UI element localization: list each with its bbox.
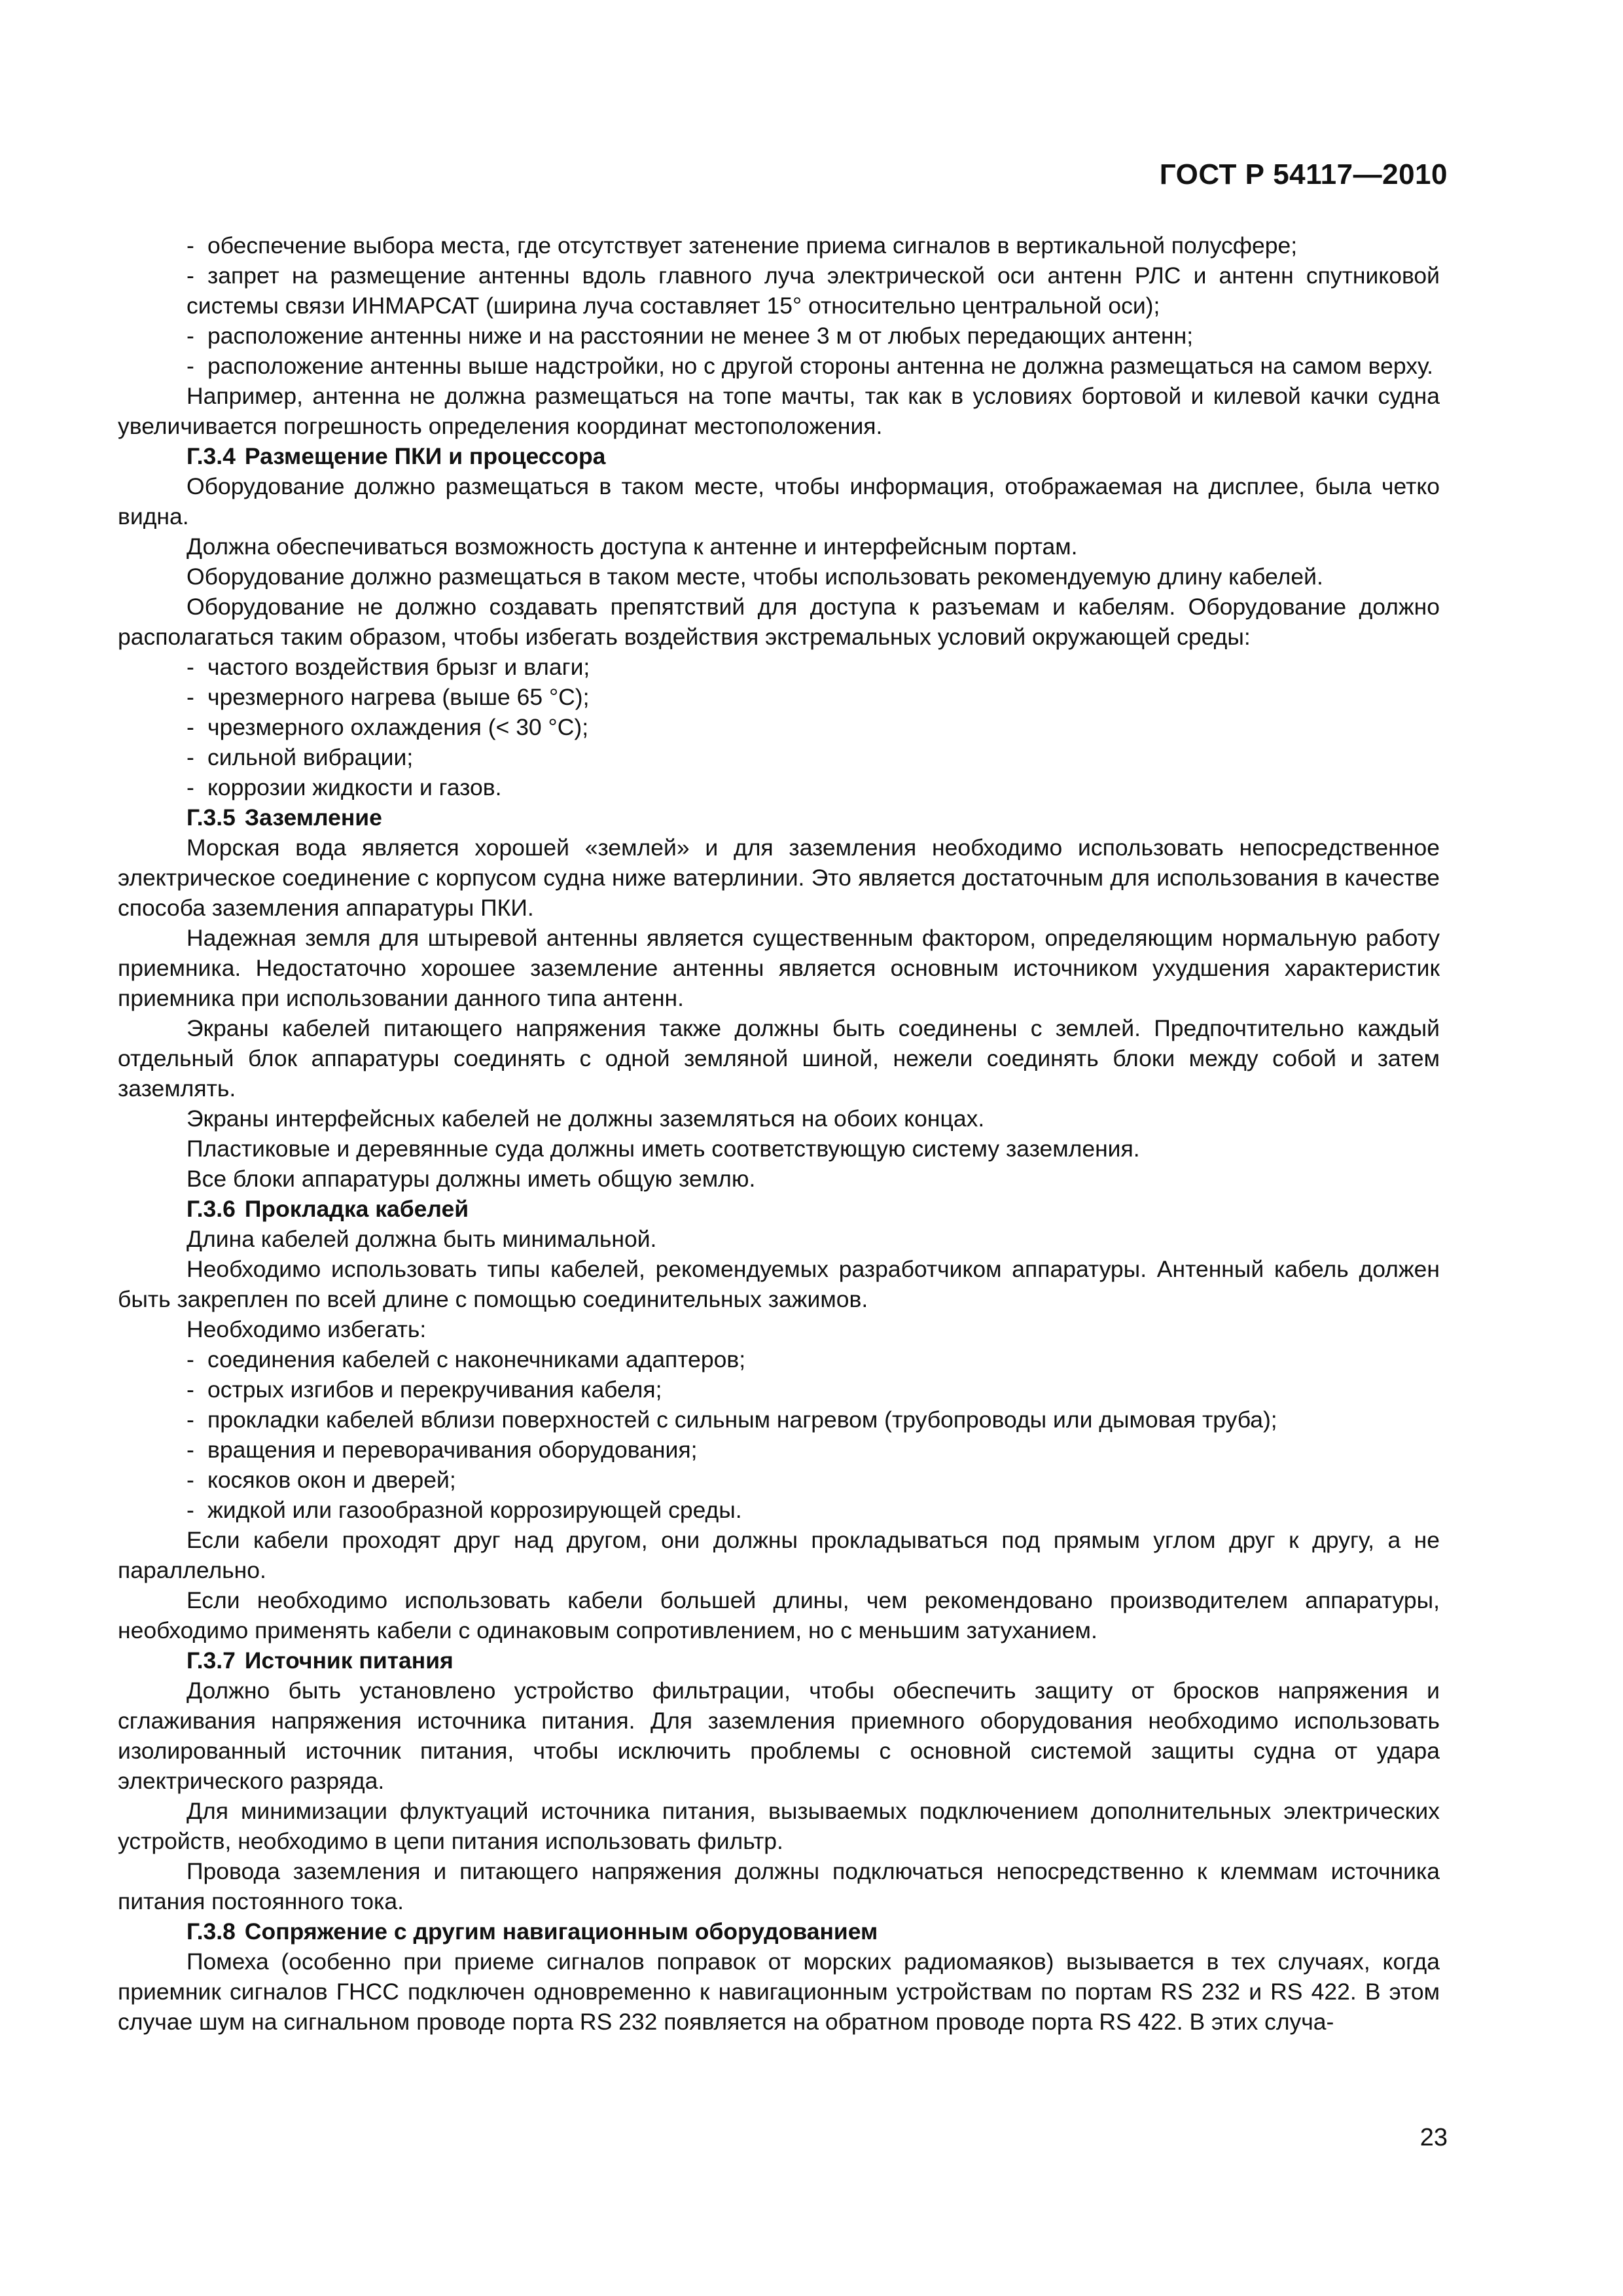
paragraph: Экраны кабелей питающего напряжения также должны быть соединены с землей. Предпочтительно каждый отдельный блок аппаратуры соединять с одной земляной шиной, нежели соединять блоки между собой и затем заземлять. xyxy=(118,1015,1440,1102)
section-number: Г.3.7 xyxy=(187,1647,236,1674)
list-item xyxy=(118,712,1440,742)
list-item-text: обеспечение выбора места, где отсутствует затенение приема сигналов в вертикальной полусфере; xyxy=(207,232,1298,259)
list-dash: - xyxy=(187,774,194,800)
paragraph: Оборудование не должно создавать препятствий для доступа к разъемам и кабелям. Оборудование должно располагаться таким образом, чтобы избегать воздействия экстремальных условий окружающей среды: xyxy=(118,594,1440,650)
paragraph: Необходимо избегать: xyxy=(187,1316,427,1342)
section-number: Г.3.6 xyxy=(187,1196,236,1222)
paragraph: Помеха (особенно при приеме сигналов поправок от морских радиомаяков) вызывается в тех случаях, когда приемник сигналов ГНСС подключен одновременно к навигационным устройствам по портам RS 232 и RS 422. В этом случае шум на сигнальном проводе порта RS 232 появляется на обратном проводе порта RS 422. В этих случа- xyxy=(118,1948,1440,2035)
list-item xyxy=(118,1344,1440,1374)
paragraph: Оборудование должно размещаться в таком месте, чтобы использовать рекомендуемую длину кабелей. xyxy=(187,564,1323,590)
paragraph: Для минимизации флуктуаций источника питания, вызываемых подключением дополнительных электрических устройств, необходимо в цепи питания использовать фильтр. xyxy=(118,1798,1440,1854)
section-heading xyxy=(118,1645,1440,1676)
paragraph: Все блоки аппаратуры должны иметь общую землю. xyxy=(187,1166,756,1192)
list-item xyxy=(118,1374,1440,1405)
list-item xyxy=(118,1465,1440,1495)
section-heading xyxy=(118,441,1440,471)
list-item-text: чрезмерного охлаждения (< 30 °С); xyxy=(207,714,589,740)
document-body xyxy=(118,230,1440,2037)
paragraph: Провода заземления и питающего напряжения должны подключаться непосредственно к клеммам источника питания постоянного тока. xyxy=(118,1858,1440,1914)
list-item-text: вращения и переворачивания оборудования; xyxy=(207,1437,698,1463)
list-item-text: острых изгибов и перекручивания кабеля; xyxy=(207,1376,662,1403)
section-number: Г.3.5 xyxy=(187,804,236,831)
list-dash: - xyxy=(187,654,194,680)
list-item-text: косяков окон и дверей; xyxy=(207,1467,456,1493)
list-item-text: частого воздействия брызг и влаги; xyxy=(207,654,590,680)
paragraph: Надежная земля для штыревой антенны является существенным фактором, определяющим нормальную работу приемника. Недостаточно хорошее заземление антенны является основным источником ухудшения характеристик приемника при использовании данного типа антенн. xyxy=(118,925,1440,1011)
page-number: 23 xyxy=(1419,2124,1448,2151)
list-dash: - xyxy=(187,262,194,289)
list-item-text: расположение антенны ниже и на расстоянии не менее 3 м от любых передающих антенн; xyxy=(207,323,1194,349)
list-item-text: жидкой или газообразной коррозирующей среды. xyxy=(207,1497,742,1523)
list-dash: - xyxy=(187,323,194,349)
paragraph: Экраны интерфейсных кабелей не должны заземляться на обоих концах. xyxy=(187,1105,985,1132)
list-dash: - xyxy=(187,1497,194,1523)
paragraph: Должна обеспечиваться возможность доступа к антенне и интерфейсным портам. xyxy=(187,533,1078,560)
section-number: Г.3.8 xyxy=(187,1918,236,1945)
paragraph: Длина кабелей должна быть минимальной. xyxy=(187,1226,657,1252)
paragraph: Необходимо использовать типы кабелей, рекомендуемых разработчиком аппаратуры. Антенный кабель должен быть закреплен по всей длине с помощью соединительных зажимов. xyxy=(118,1256,1440,1312)
section-title: Прокладка кабелей xyxy=(244,1196,469,1222)
list-item xyxy=(118,230,1440,260)
paragraph: Оборудование должно размещаться в таком месте, чтобы информация, отображаемая на дисплее, была четко видна. xyxy=(118,473,1440,529)
list-item xyxy=(118,772,1440,802)
list-item xyxy=(118,260,1440,321)
list-item xyxy=(118,652,1440,682)
section-title: Источник питания xyxy=(244,1647,454,1674)
list-item-text: коррозии жидкости и газов. xyxy=(207,774,502,800)
list-item xyxy=(118,682,1440,712)
paragraph: Должно быть установлено устройство фильтрации, чтобы обеспечить защиту от бросков напряжения и сглаживания напряжения источника питания. Для заземления приемного оборудования необходимо использовать изолированный источник питания, чтобы исключить проблемы с основной системой защиты судна от удара электрического разряда. xyxy=(118,1677,1440,1794)
list-item-text: чрезмерного нагрева (выше 65 °С); xyxy=(207,684,590,710)
list-item-text: расположение антенны выше надстройки, но с другой стороны антенна не должна размещаться на самом верху. xyxy=(207,353,1434,379)
list-item xyxy=(118,742,1440,772)
list-dash: - xyxy=(187,1376,194,1403)
list-dash: - xyxy=(187,1467,194,1493)
list-item-text: прокладки кабелей вблизи поверхностей с сильным нагревом (трубопроводы или дымовая труба); xyxy=(207,1407,1277,1433)
paragraph: Если кабели проходят друг над другом, они должны прокладываться под прямым углом друг к другу, а не параллельно. xyxy=(118,1527,1440,1583)
list-item xyxy=(118,1405,1440,1435)
list-dash: - xyxy=(187,1407,194,1433)
paragraph: Морская вода является хорошей «землей» и для заземления необходимо использовать непосредственное электрическое соединение с корпусом судна ниже ватерлинии. Это является достаточным для использования в качестве способа заземления аппаратуры ПКИ. xyxy=(118,834,1440,921)
paragraph: Если необходимо использовать кабели большей длины, чем рекомендовано производителем аппаратуры, необходимо применять кабели с одинаковым сопротивлением, но с меньшим затуханием. xyxy=(118,1587,1440,1643)
section-title: Сопряжение с другим навигационным оборудованием xyxy=(244,1918,878,1945)
list-dash: - xyxy=(187,1346,194,1372)
list-item xyxy=(118,351,1440,381)
list-dash: - xyxy=(187,353,194,379)
list-dash: - xyxy=(187,714,194,740)
list-dash: - xyxy=(187,684,194,710)
list-item xyxy=(118,321,1440,351)
list-dash: - xyxy=(187,232,194,259)
section-title: Размещение ПКИ и процессора xyxy=(244,443,606,469)
paragraph: Например, антенна не должна размещаться на топе мачты, так как в условиях бортовой и килевой качки судна увеличивается погрешность определения координат местоположения. xyxy=(118,383,1440,439)
list-dash: - xyxy=(187,1437,194,1463)
list-item-text: соединения кабелей с наконечниками адаптеров; xyxy=(207,1346,746,1372)
section-number: Г.3.4 xyxy=(187,443,236,469)
section-title: Заземление xyxy=(244,804,382,831)
list-item xyxy=(118,1495,1440,1525)
section-heading xyxy=(118,1194,1440,1224)
paragraph: Пластиковые и деревянные суда должны иметь соответствующую систему заземления. xyxy=(187,1136,1140,1162)
section-heading xyxy=(118,802,1440,833)
document-header: ГОСТ Р 54117—2010 xyxy=(1159,158,1448,190)
list-item-text: сильной вибрации; xyxy=(207,744,414,770)
list-item xyxy=(118,1435,1440,1465)
list-dash: - xyxy=(187,744,194,770)
list-item-text: запрет на размещение антенны вдоль главного луча электрической оси антенн РЛС и антенн спутниковой системы связи ИНМАРСАТ (ширина луча составляет 15° относительно центральной оси); xyxy=(187,262,1440,319)
section-heading xyxy=(118,1916,1440,1946)
